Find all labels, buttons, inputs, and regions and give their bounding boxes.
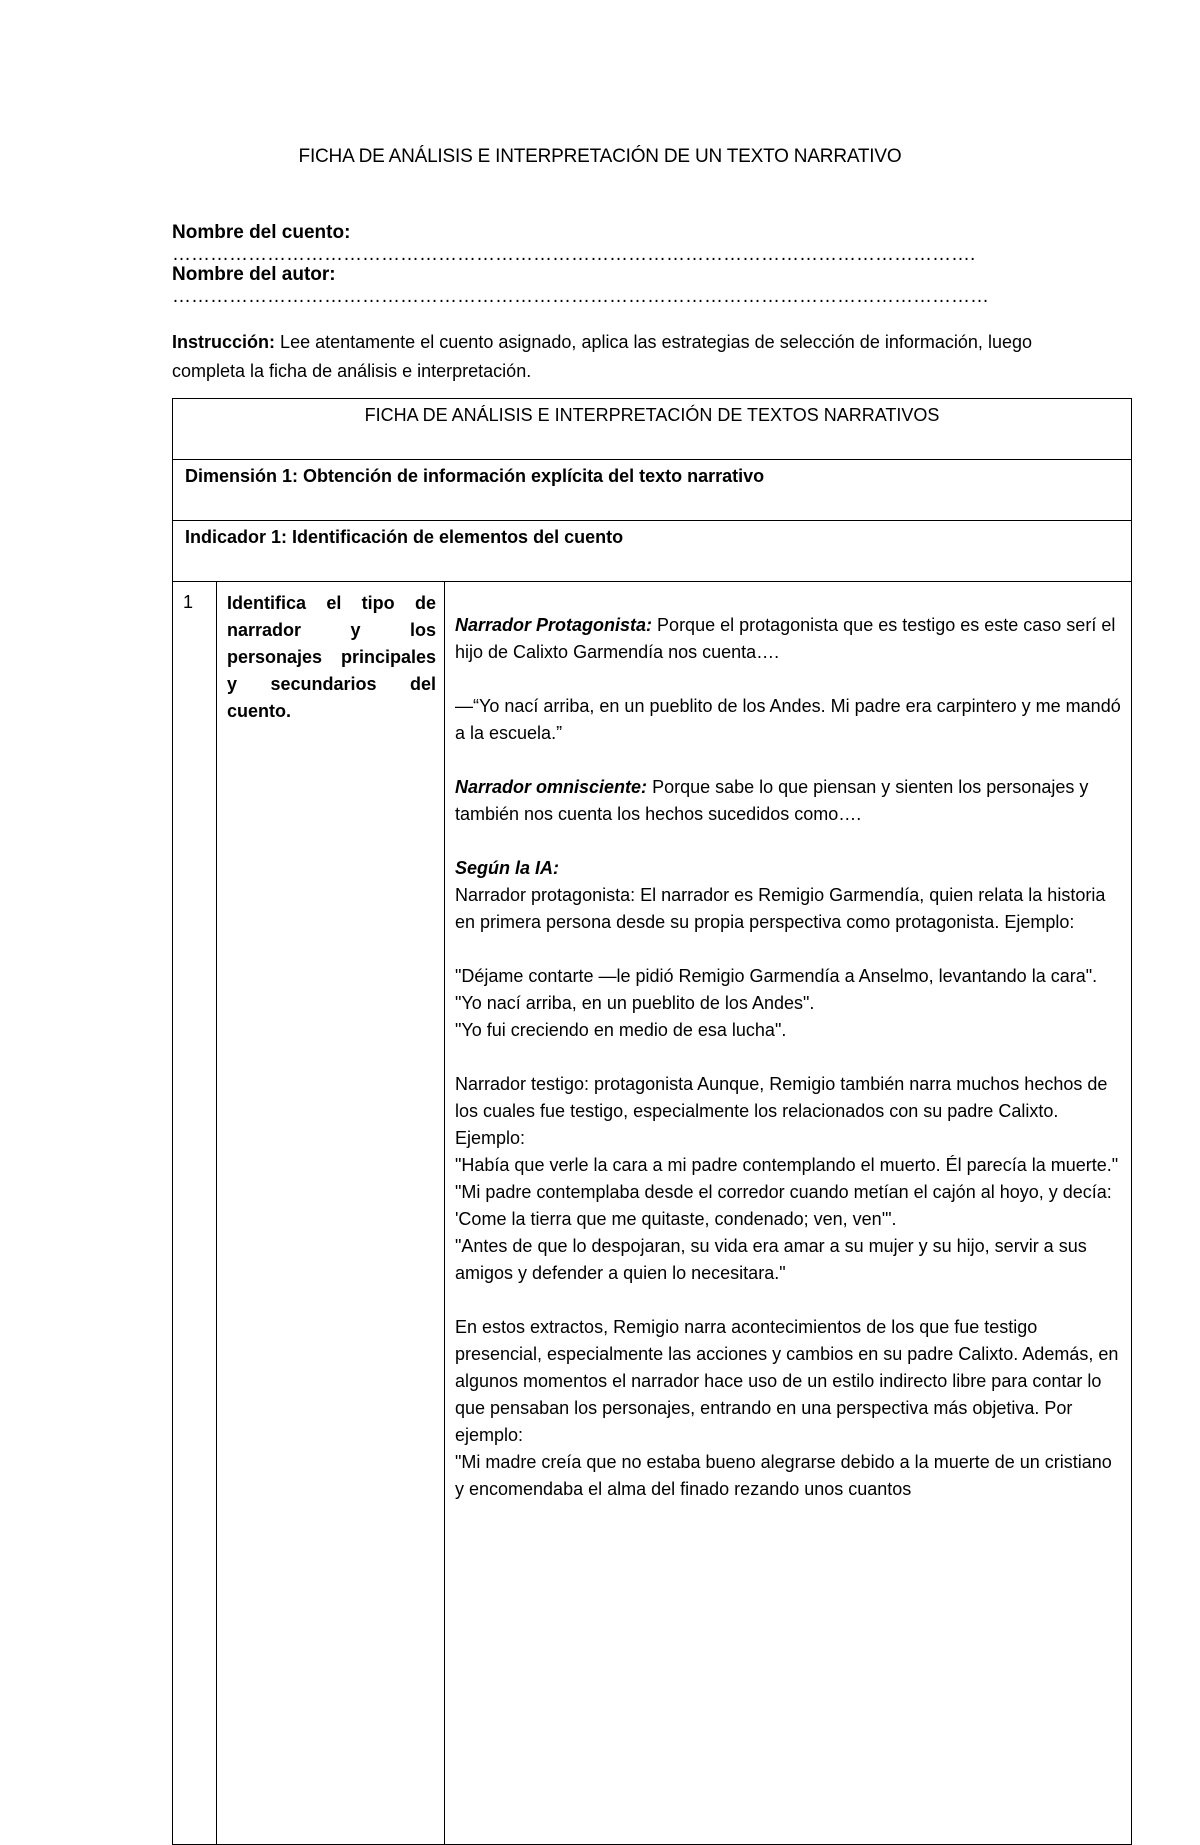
answer-quote: "Había que verle la cara a mi padre contemplando el muerto. Él parecía la muerte." (455, 1155, 1119, 1175)
dimension-row: Dimensión 1: Obtención de información explícita del texto narrativo (173, 460, 1132, 521)
answer-quote: "Mi madre creía que no estaba bueno alegrarse debido a la muerte de un cristiano y encomendaba el alma del finado rezando unos cuantos (455, 1452, 1112, 1499)
table-header: FICHA DE ANÁLISIS E INTERPRETACIÓN DE TEXTOS NARRATIVOS (173, 399, 1132, 460)
answer-label: Narrador omnisciente: (455, 777, 648, 797)
ia-label: Según la IA: (455, 858, 560, 878)
answer-quote: "Antes de que lo despojaran, su vida era amar a su mujer y su hijo, servir a sus amigos y defender a quien lo necesitara." (455, 1236, 1087, 1283)
indicator-row: Indicador 1: Identificación de elementos del cuento (173, 521, 1132, 582)
answer-paragraph: Narrador testigo: protagonista Aunque, Remigio también narra muchos hechos de los cuales fue testigo, especialmente los relacionados con su padre Calixto. Ejemplo: (455, 1074, 1108, 1148)
answer-quote: "Yo nací arriba, en un pueblito de los Andes". (455, 993, 815, 1013)
criterion-cell: Identifica el tipo de narrador y los personajes principales y secundarios del cuento. (217, 582, 445, 1845)
story-name-blank: ………………………………………………………………………………………………………………. (172, 244, 976, 265)
instruction-label: Instrucción: (172, 332, 276, 352)
answer-label: Narrador Protagonista: (455, 615, 653, 635)
answer-quote: "Déjame contarte —le pidió Remigio Garmendía a Anselmo, levantando la cara". (455, 966, 1098, 986)
instruction-paragraph (172, 328, 1032, 386)
author-name-field (172, 264, 1032, 308)
answer-paragraph (455, 612, 1123, 666)
answer-text: Porque sabe lo que piensan y sienten los personajes y también nos cuenta los hechos sucedidos como…. (455, 777, 1089, 824)
answer-text: Porque el protagonista que es testigo es este caso serí el hijo de Calixto Garmendía nos cuenta…. (455, 615, 1116, 662)
row-number: 1 (173, 582, 217, 1845)
answer-label (455, 855, 1123, 882)
instruction-text: Lee atentamente el cuento asignado, aplica las estrategias de selección de información, luego completa la ficha de análisis e interpretación. (172, 332, 1032, 381)
table-row (173, 582, 1132, 1845)
answer-paragraph: En estos extractos, Remigio narra acontecimientos de los que fue testigo presencial, especialmente las acciones y cambios en su padre Calixto. Además, en algunos momentos el narrador hace uso de un estilo indirecto libre para contar lo que pensaban los personajes, entrando en una perspectiva más objetiva. Por ejemplo: (455, 1317, 1119, 1445)
author-name-blank: ………………………………………………………………………………………………………………… (172, 286, 989, 307)
document-title: FICHA DE ANÁLISIS E INTERPRETACIÓN DE UN TEXTO NARRATIVO (298, 146, 902, 167)
answer-cell (445, 582, 1132, 1845)
story-name-field (172, 222, 1032, 266)
story-name-label: Nombre del cuento: (172, 222, 351, 243)
answer-quote: "Yo fui creciendo en medio de esa lucha". (455, 1020, 787, 1040)
answer-quote: "Mi padre contemplaba desde el corredor cuando metían el cajón al hoyo, y decía: 'Come la tierra que me quitaste, condenado; ven, ven'". (455, 1182, 1112, 1229)
answer-quote: —“Yo nací arriba, en un pueblito de los Andes. Mi padre era carpintero y me mandó a la escuela.” (455, 696, 1121, 743)
author-name-label: Nombre del autor: (172, 264, 336, 285)
answer-paragraph: Narrador protagonista: El narrador es Remigio Garmendía, quien relata la historia en primera persona desde su propia perspectiva como protagonista. Ejemplo: (455, 885, 1106, 932)
answer-paragraph (455, 774, 1123, 828)
analysis-table (172, 398, 1132, 1845)
